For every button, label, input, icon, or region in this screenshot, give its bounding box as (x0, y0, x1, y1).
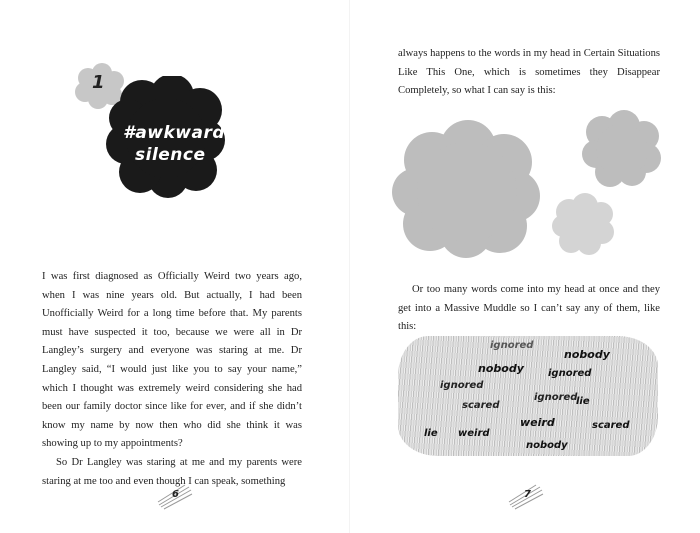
large-empty-cloud (392, 118, 542, 258)
muddle-word: scared (462, 400, 500, 411)
muddle-word: scared (592, 420, 630, 431)
left-body-text (42, 268, 302, 491)
muddle-word: nobody (564, 348, 610, 361)
right-middle-text (398, 281, 660, 337)
left-page-number: 6 (172, 489, 179, 500)
muddle-word: ignored (440, 380, 484, 391)
right-paragraph-2: Or too many words come into my head at once and they get into a Massive Muddle so I can’t say any of them, like this: (398, 284, 660, 333)
muddle-word: nobody (526, 440, 568, 451)
right-paragraph-1: always happens to the words in my head in Certain Situations Like This One, which is sometimes they Disappear Completely, so what I can say is this: (398, 48, 660, 97)
left-paragraph-1: I was first diagnosed as Officially Weird two years ago, when I was nine years old. But actually, I had been Unofficially Weird for a long time before that. My parents must have suspected it too, because we were all in Dr Langley’s surgery and everyone was staring at me. Dr Langley said, “I would just like you to say your name,” which I thought was extremely weird considering she had been our family doctor since like for ever, and if she didn’t know my name by now then who did she think it was showing up to my appointments? (42, 271, 302, 450)
right-top-text (398, 45, 660, 101)
muddle-word: nobody (478, 362, 524, 375)
upper-right-empty-cloud (580, 110, 664, 188)
muddle-word: ignored (534, 392, 578, 403)
word-muddle (398, 336, 658, 456)
chapter-title-line2: silence (135, 145, 206, 165)
right-page-number: 7 (524, 489, 531, 500)
left-paragraph-2: So Dr Langley was staring at me and my parents were staring at me too and even though I can speak, something (42, 456, 302, 487)
muddle-word: lie (424, 428, 438, 439)
small-empty-cloud (551, 192, 617, 256)
muddle-word: weird (520, 416, 555, 429)
muddle-word: ignored (548, 368, 592, 379)
muddle-word: ignored (490, 340, 534, 351)
muddle-word: lie (576, 396, 590, 407)
muddle-word: weird (458, 428, 490, 439)
chapter-number: 1 (92, 72, 105, 93)
chapter-title-line1: #awkward (123, 123, 226, 143)
